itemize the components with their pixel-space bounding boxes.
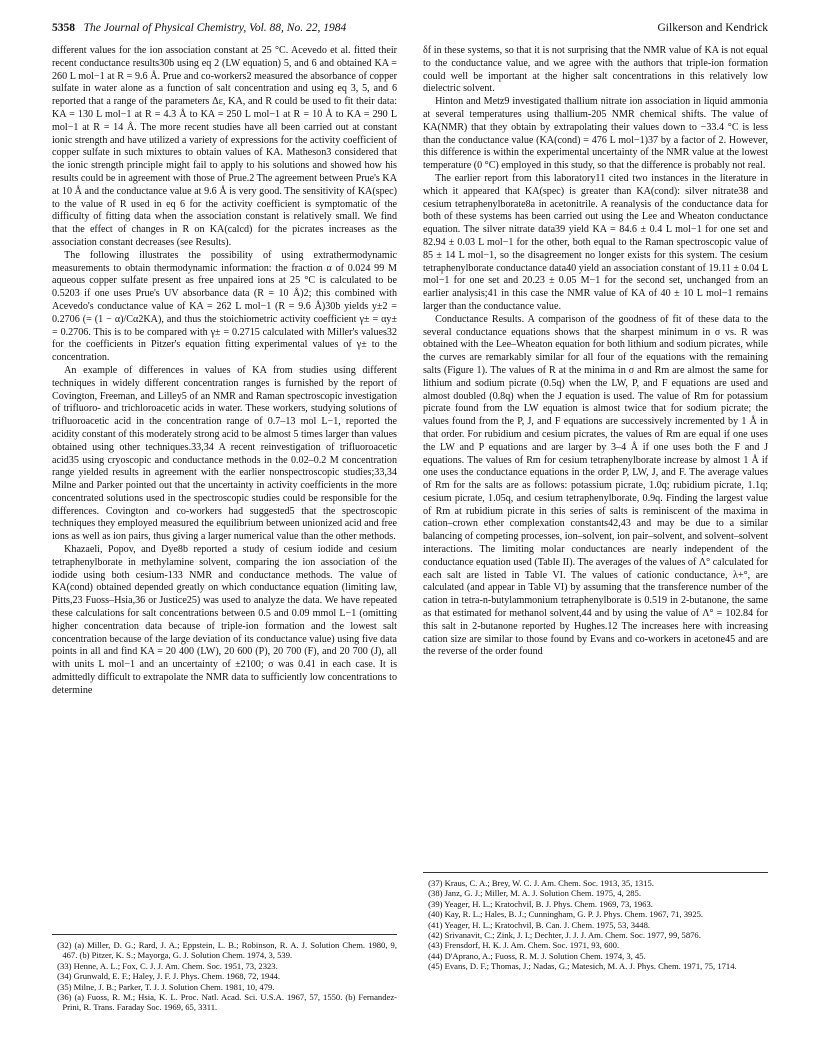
paragraph: The following illustrates the possibility of using extrathermodynamic measurements to obtain thermodynamic information: the fraction α of 0.024 99 M aqueous copper sulfate present as free unpaired ions at 25 °C is calculated to be 0.5203 if one uses Prue's UV absorbance data (R = 10 Å)2; this combined with Acevedo's conductance value of KA = 262 L mol−1 (R = 9.6 Å)30b yields y±2 = 0.2706 (= (1 − α)/Cα2KA), and thus the stoichiometric activity coefficient γ± = αy± = 0.2706. This is to be compared with γ± = 0.2715 calculated with Miller's values32 for the coefficients in Pitzer's equation fitting experimental values of γ± to the concentration. [52, 249, 397, 364]
reference-item: (42) Srivanavit, C.; Zink, J. I.; Dechter, J. J. J. Am. Chem. Soc. 1977, 99, 5876. [428, 930, 701, 941]
reference-item: (43) Frensdorf, H. K. J. Am. Chem. Soc. 1971, 93, 600. [428, 940, 620, 951]
page-number: 5358 [52, 22, 75, 34]
reference-item: (37) Kraus, C. A.; Brey, W. C. J. Am. Chem. Soc. 1913, 35, 1315. [428, 878, 654, 888]
reference-item: (39) Yeager, H. L.; Kratochvil, B. J. Phys. Chem. 1969, 73, 1963. [428, 898, 653, 909]
right-column [423, 45, 768, 659]
reference-item: (32) (a) Miller, D. G.; Rard, J. A.; Eppstein, L. B.; Robinson, R. A. J. Solution Chem. 1980, 9, 467. (b) Pitzer, K. S.; Mayorga, G. J. Solution Chem. 1974, 3, 539. [57, 940, 397, 961]
paragraph: Conductance Results. A comparison of the goodness of fit of these data to the several conductance equations shows that the sharpest minimum in σ vs. R was obtained with the Lee–Wheaton equation for both lithium and sodium picrates, while the curves are remarkably similar for all four of the equations with the remaining salts (Figure 1). The values of R at the minima in σ and Rm are almost the same for lithium and sodium picrate (0.5q) when the LW, P, and F equations are used and almost doubled (0.8q) when the J equation is used. The value of Rm for potassium picrate found from the LW equation is almost twice that for sodium picrate; the values found from the P, J, and F equations are successively incremented by 1 Å in that order. For rubidium and cesium picrates, the values of Rm are equal if one uses the LW and P equations and are larger by 3–4 Å if one uses both the F and J equations. The values of Rm for cesium tetraphenylborate increase by almost 1 Å if one uses the conductance equations in the order P, LW, J, and F. The average values of Rm for the salts are as follows: potassium picrate, 1.0q; rubidium picrate, 1.1q; cesium picrate, 1.05q, and cesium tetraphenylborate, 0.9q. Finding the largest value of Rm at rubidium picrate in this series of salts is reminiscent of the maxima in cation–crown ether complexation constants42,43 and may be due to a similar balancing of competing processes, ion–solvent, ion pair–solvent, and solvent–solvent interactions. The limiting molar conductances are nearly independent of the conductance equation used (Table II). The averages of the values of Λ° calculated for each salt are listed in Table VI. The values of cationic conductance, λ+°, are calculated (and appear in Table VI) by assuming that the transference number of the cation in tetra-n-butylammonium tetraphenylborate is 0.519 in 2-butanone, the same as that estimated for methanol solvent,44 and by using the value of Λ° = 102.84 for this salt in 2-butanone reported by Hughes.12 The increases here with increasing cation size are similar to those found by Evans and co-workers in acetone45 and are the reverse of the order found [423, 313, 768, 658]
reference-item: (36) (a) Fuoss, R. M.; Hsia, K. L. Proc. Natl. Acad. Sci. U.S.A. 1967, 57, 1550. (b) Fernandez-Prini, R. Trans. Faraday Soc. 1969, 65, 3311. [57, 992, 397, 1013]
journal-page [52, 20, 768, 1040]
references-right [423, 872, 768, 972]
reference-item: (35) Milne, J. B.; Parker, T. J. J. Solution Chem. 1981, 10, 479. [57, 981, 275, 992]
paragraph: δf in these systems, so that it is not surprising that the NMR value of KA is not equal to the conductance value, and we agree with the authors that triple-ion formation could well be important at the higher salt concentrations in this relatively low dielectric solvent. [423, 45, 768, 95]
paragraph: Khazaeli, Popov, and Dye8b reported a study of cesium iodide and cesium tetraphenylborate in methylamine solvent, comparing the ion association of the iodide using both cesium-133 NMR and conductance methods. The value of KA(cond) obtained depended greatly on which conductance equation (limiting law, Pitts,23 Fuoss–Hsia,36 or Justice25) was used to analyze the data. We have repeated these calculations for salt concentrations between 0.5 and 0.09 mmol L−1 (omitting higher concentration data because of triple-ion formation and the lowest salt concentration because of the large deviation of its conductance value) using five data points in all and find KA = 20 400 (LW), 20 600 (P), 20 700 (F), and 20 700 (J), all with units L mol−1 and an uncertainty of ±2100; σ was 0.41 in each case. It is admittedly difficult to extrapolate the NMR data to sufficiently low concentrations to determine [52, 544, 397, 696]
reference-item: (45) Evans, D. F.; Thomas, J.; Nadas, G.; Matesich, M. A. J. Phys. Chem. 1971, 75, 1714. [428, 961, 737, 972]
running-header [52, 20, 768, 36]
references-left [52, 934, 397, 1013]
paragraph: Hinton and Metz9 investigated thallium nitrate ion association in liquid ammonia at several temperatures using thallium-205 NMR chemical shifts. The value of KA(NMR) that they obtain by extrapolating their values down to −33.4 °C is less than the conductance value (KA(cond) = 476 L mol−1)37 by a factor of 2. However, this difference is within the experimental uncertainty of the NMR value at the lowest temperature (0 °C) employed in this study, so that the difference is probably not real. [423, 96, 768, 172]
reference-item: (40) Kay, R. L.; Hales, B. J.; Cunningham, G. P. J. Phys. Chem. 1967, 71, 3925. [428, 909, 704, 920]
reference-item: (38) Janz, G. J.; Miller, M. A. J. Solution Chem. 1975, 4, 285. [428, 888, 641, 899]
left-column [52, 45, 397, 698]
reference-item: (33) Henne, A. L.; Fox, C. J. J. Am. Chem. Soc. 1951, 73, 2323. [57, 960, 278, 971]
paragraph: different values for the ion association constant at 25 °C. Acevedo et al. fitted their recent conductance results30b using eq 2 (LW equation) 5, and 6 and obtained KA = 260 L mol−1 at R = 9.6 Å. Prue and co-workers2 measured the absorbance of copper sulfate in water alone as a function of salt concentration and using eq 3, 5, and 6 reported that a range of the parameters Δε, KA, and R could be used to fit their data: KA = 130 L mol−1 at R = 4.3 Å to KA = 250 L mol−1 at R = 10 Å to KA = 290 L mol−1 at R = 14 Å. The more recent studies have all been carried out at constant ionic strength and have utilized a variety of expressions for the activity coefficient of copper sulfate in such mixtures to obtain values of KA. Matheson3 considered that the ionic strength principle might fail to apply to his solutions and showed how his results could be in agreement with those of Prue.2 The agreement between Prue's KA at 10 Å and the conductance value at 9.6 Å is very good. The sensitivity of KA(spec) to the value of R used in eq 6 for the activity coefficient is symptomatic of the difficulty of fitting data when the association constant is relatively small. We find that the effect of changes in R on KA(calcd) for the picrates increases as the association constant decreases (see Results). [52, 45, 397, 248]
header-authors: Gilkerson and Kendrick [657, 22, 768, 34]
journal-citation: The Journal of Physical Chemistry, Vol. 88, No. 22, 1984 [83, 22, 347, 34]
reference-item: (34) Grunwald, E. F.; Haley, J. F. J. Phys. Chem. 1968, 72, 1944. [57, 971, 281, 982]
reference-item: (44) D'Aprano, A.; Fuoss, R. M. J. Solution Chem. 1974, 3, 45. [428, 950, 646, 961]
paragraph: The earlier report from this laboratory11 cited two instances in the literature in which it appeared that KA(spec) is greater than KA(cond): silver nitrate38 and cesium tetraphenylborate8a in acetonitrile. A reanalysis of the conductance data for both of these systems has been carried out using the Lee and Wheaton conductance equation. The silver nitrate data39 yield KA = 84.6 ± 0.4 L mol−1 for one set and 82.94 ± 0.03 L mol−1 for the other, both equal to the Raman spectroscopic value of 85 ± 14 L mol−1, so the disagreement no longer exists for this system. The cesium tetraphenylborate conductance data40 yield an association constant of 19.11 ± 0.04 L mol−1 for one set and 20.23 ± 0.05 M−1 for the second set, unchanged from an earlier analysis;41 in this case the NMR value of KA of 40 ± 10 L mol−1 remains larger than the conductance value. [423, 172, 768, 312]
reference-item: (41) Yeager, H. L.; Kratochvil, B. Can. J. Chem. 1975, 53, 3448. [428, 919, 651, 930]
header-left [52, 20, 346, 36]
paragraph: An example of differences in values of KA from studies using different techniques in widely different concentration ranges is furnished by the report of Covington, Freeman, and Lilley5 of an NMR and Raman spectroscopic investigation of trifluoro- and trichloroacetic acids in water. These workers, studying solutions of trifluoroacetic acid in the concentration range of 0.7–13 mol L−1, reported the acidity constant of this moderately strong acid to be almost 5 times larger than values obtained using other techniques.33,34 A recent reinvestigation of trifluoroacetic acid35 using cryoscopic and conductance methods in the 0.02–0.2 M concentration range yielded results in agreement with the earlier nonspectroscopic studies;33,34 Milne and Parker pointed out that the uncertainty in activity coefficients in the more concentrated solutions used in the spectroscopic studies could be responsible for the differences. Covington and co-workers had suggested5 that the spectroscopic techniques they employed measured the equilibrium between unionized acid and free ions as well as ion pairs, thus giving a larger numerical value than the other methods. [52, 364, 397, 543]
